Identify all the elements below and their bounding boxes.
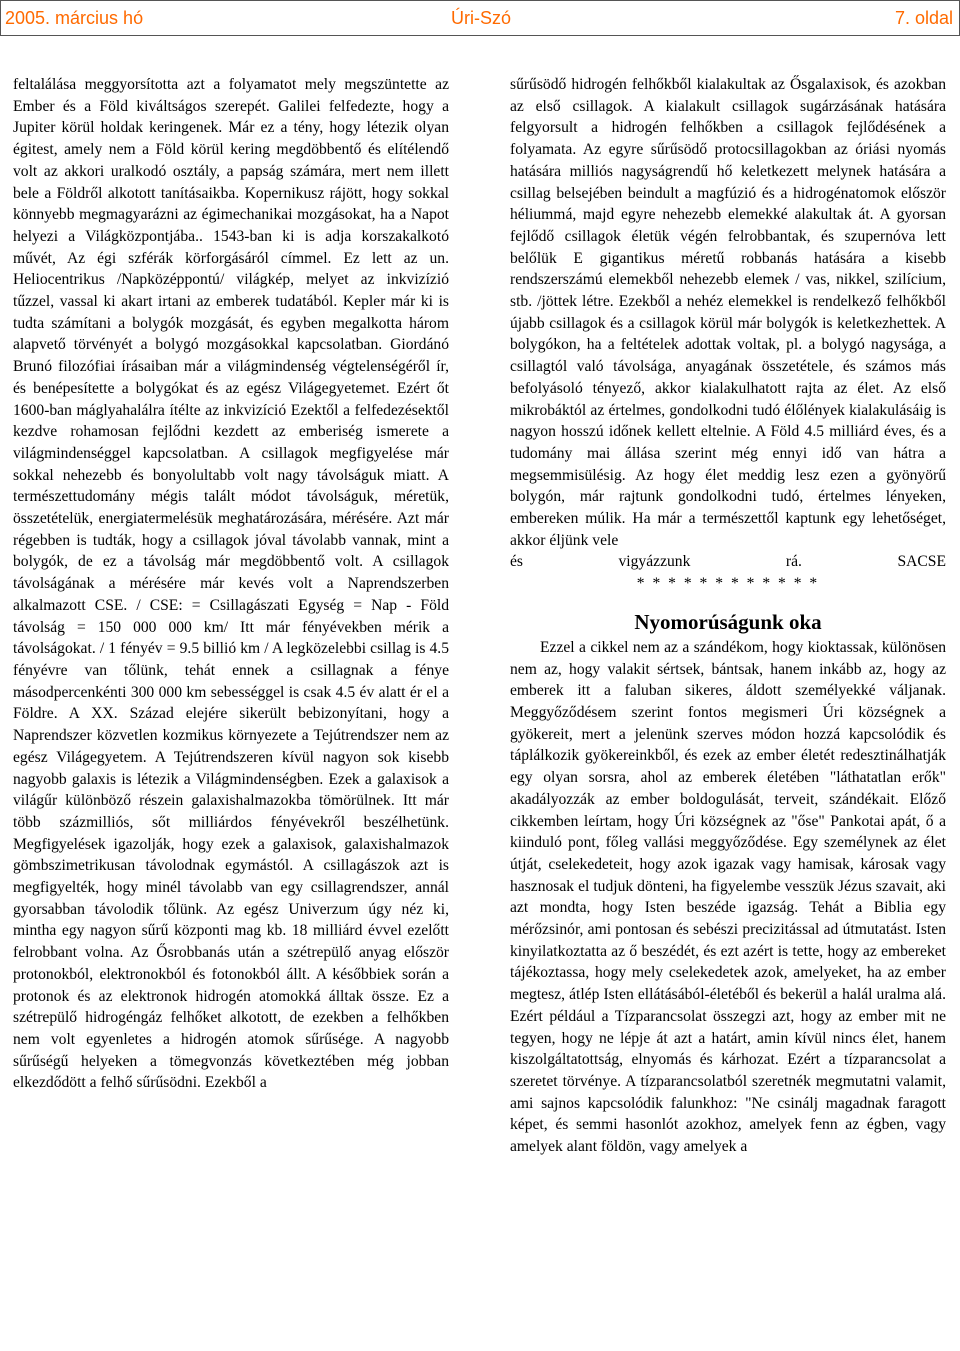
left-column — [13, 74, 449, 1346]
right-column-text: sűrűsödő hidrogén felhőkből kialakultak az Ősgalaxisok, és azokban az első csillagok. A kialakult csillagok sugárzásának hatására felgyorsult a hidrogén felhőkben a csillagok fejlődésének a folyamata. Az egyre sűrűsödő protocsillagokban az óriási nyomás hatására milliós nagyságrendű hő keletkezett melynek hatására a csillag belsejében beindult a magfúzió és a hidrogénatomok először héliummá, majd egyre nehezebb elemekké alakultak át. A gyorsan fejlődő csillagok életük végén felrobbantak, és szupernóva lett belőlük E gigantikus méretű robbanás hatására a kisebb rendszerszámú elemekből nehezebb elemek / vas, nikkel, szilícium, stb. /jöttek létre. Ezekből a nehéz elemekkel is rendelkező felhőkből újabb csillagok és a csillagok körül már bolygók is keletkezhettek. A bolygókon, ha a feltételek adottak voltak, pl. a bolygó nagysága, a csillagtól való távolsága, anyagának összetétele, és számos más befolyásoló tényező, akkor kialakulhatott rajta az élet. Az első mikrobáktól az értelmes, gondolkodni tudó élőlények kialakulásáig is nagyon hosszú időnek kellett eltelnie. A Föld 4.5 milliárd éves, és a tudomány mai állása szerint még ennyi idő van hátra a megsemmisülésig. Az hogy élet meddig lesz ezen a gyönyörű bolygón, már rajtunk gondolkodni tudó, értelmes lényeken, embereken múlik. Ha már a természettől kaptunk egy lehetőséget, akkor éljünk vele — [510, 76, 946, 549]
newspaper-title: Úri-Szó — [450, 8, 511, 28]
issue-date: 2005. március hó — [5, 8, 144, 28]
article-title: Nyomorúságunk oka — [634, 609, 822, 634]
page-header — [0, 0, 960, 36]
section-separator: * * * * * * * * * * * * — [636, 575, 820, 593]
right-column — [510, 74, 946, 1346]
closing-line — [510, 551, 946, 573]
page-number: 7. oldal — [894, 8, 953, 28]
article-text: Ezzel a cikkel nem az a szándékom, hogy kioktassak, különösen nem az, hogy valakit sértsek, bántsak, hanem inkább az, hogy az emberek itt a faluban sikeres, áldott személyekké váljanak. Meggyőződésem szerint fontos megismeri Úri községnek a gyökereit, mert a jelenünk szerves módon hozzá kapcsolódik és táplálkozik gyökereinkből, és ezek az ember életét redesztinálhatják egy olyan sorsra, ahol az emberek életében "láthatatlan erők" akadályozzák az ember boldogulását, terveit, szándékait. Előző cikkemben leírtam, hogy Úri községnek az "őse" Pankotai apát, ő a kiinduló pont, főleg vallási meggyőződése. Egy személynek az élet útját, cselekedeteit, hogy azok igazak vagy hamisak, károsak vagy hasznosak el tudjuk dönteni, ha figyelembe vesszük Jézus szavait, aki azt mondta, hogy Isten beszéde igazság. Tehát a Biblia egy mérőzsinór, ami pontosan és sebészi precizitással ad útmutatást. Isten kinyilatkoztatta az ő beszédét, és ezt azért is tette, hogy az embereket tájékoztassa, hogy mely cselekedetek azok, amelyeket, ha az ember megtesz, átlép Isten ellátásából-életéből és bekerül a halál uralma alá. Ezért például a Tízparancsolat összegzi azt, hogy az ember mit ne tegyen, hogy ne lépje át azt a határt, amin kívül nincs élet, hanem kiszolgáltatottság, elnyomás és kárhozat. Ezért a tízparancsolat a szeretet törvénye. A tízparancsolatból szeretnék megmutatni valamit, ami sajnos kapcsolódik falunkhoz: "Ne csinálj magadnak faragott képet, és semmi hasonlót azokhoz, amelyek fenn az égben, vagy amelyek alant földön, vagy amelyek a — [510, 638, 946, 1156]
left-column-text: feltalálása meggyorsította azt a folyamatot mely megszüntette az Ember és a Föld kiváltságos szerepét. Galilei felfedezte, hogy a Jupiter körül holdak keringenek. Már ez a tény, hogy létezik olyan égitest, amely nem a Föld körül kering megdöbbentő és elítélendő volt az akkori uralkodó osztály, a papság számára, mert nem illett bele a Földről alkotott tanításaikba. Kopernikusz rájött, hogy sokkal könnyebb megmagyarázni az égimechanikai mozgásokat, ha a Napot helyezi a Világközpontjába.. 1543-ban ki is adja korszakalkotó művét, Az égi szférák körforgásáról címmel. Ez lett az un. Heliocentrikus /Napközéppontú/ világkép, melyet az inkvizízió tűzzel, vassal ki akart irtani az emberek tudatából. Kepler már ki is tudta számítani a bolygók mozgását, és egyben megalkotta három alapvető törvényét a bolygó mozgásokkal kapcsolatban. Giordánó Brunó filozófiai írásaiban már a világmindenség végtelenségéről ír, és benépesítette a bolygókat és az egész Világegyetemet. Ezért őt 1600-ban máglyahalálra ítélte az inkvizíció Ezektől a felfedezésektől kezdve rohamosan fejlődni kezdett az emberiség ismerete a világmindenséggel kapcsolatban. A csillagok megfigyelése már sokkal nehezebb és bonyolultabb volt nagy távolságuk miatt. A természettudomány mégis talált módot távolságuk, méretük, összetételük, energiatermelésük meghatározására, mérésére. Azt már régebben is tudták, hogy a csillagok jóval távolabb vannak, mint a bolygók, de ez a távolság már megdöbbentő volt. A csillagok távolságának a mérésére már kevés volt a Naprendszerben alkalmazott CSE. / CSE: = Csillagászati Egység = Nap - Föld távolság = 150 000 000 km/ Itt már fényévekben mérik a távolságokat. / 1 fényév = 9.5 billió km / A legközelebbi csillag is 4.5 fényévre van tőlünk, tehát ennek a csillagnak a fénye másodpercenkénti 300 000 km sebességgel is csak 4.5 év alatt ér el a Földre. A XX. Század elejére sikerült bebizonyítani, hogy a Naprendszer közvetlen kozmikus környezete a Tejútrendszer nem az egész Világegyetem. A Tejútrendszeren kívül nagyon sok kisebb nagyobb galaxis is létezik a Világmindenségben. Ezek a galaxisok a világűr különböző részein galaxishalmazokba tömörülnek. Itt már több százmilliós, sőt milliárdos fényévekről beszélhetünk. Megfigyelések igazolják, hogy ezek a galaxisok, galaxishalmazok gömbszimetrikusan távolodnak egymástól. A csillagászok azt is megfigyelték, hogy minél távolabb van egy csillagrendszer, annál gyorsabban távolodik tőlünk. Az egész Univerzum úgy néz ki, mintha egy nagyon sűrű központi mag kb. 18 milliárd évvel ezelőtt felrobbant volna. Az Ősrobbanás után a szétrepülő anyag először protonokból, elektronokból és fotonokból állt. A későbbiek során a protonok és az elektronok hidrogén atomokká álltak össze. Ez a szétrepülő hidrogéngáz felhőket alkotott, de ezekben a felhőkben nem volt egyenletes a hidrogén atomok sűrűsége. A nagyobb sűrűségű helyeken a tömegvonzás következtében még jobban elkezdődött a felhő sűrűsödni. Ezekből a — [13, 76, 449, 1092]
author-signature: SACSE — [897, 553, 946, 571]
closing-text: és vigyázzunk rá. — [510, 553, 802, 571]
